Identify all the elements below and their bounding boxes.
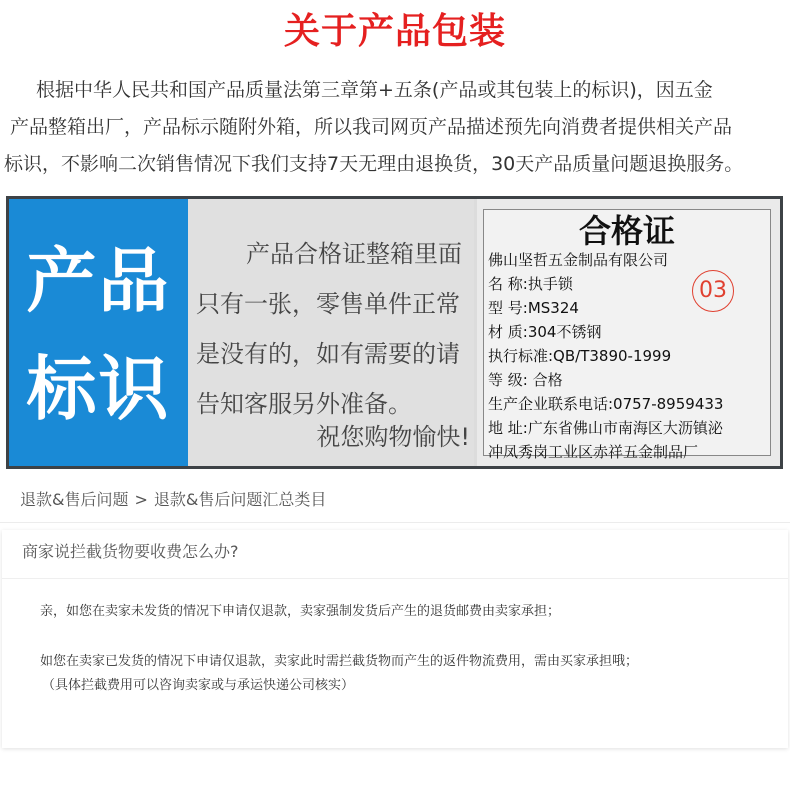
certificate-stamp: 03 [692, 270, 734, 312]
banner-notice-panel [188, 199, 474, 466]
intro-line-3: 标识，不影响二次销售情况下我们支持7天无理由退换货，30天产品质量问题退换服务。 [4, 153, 744, 175]
certificate-line: 型 号:MS324 [488, 299, 579, 317]
product-label-banner [6, 196, 783, 469]
intro-line-1: 根据中华人民共和国产品质量法第三章第+五条(产品或其包装上的标识)，因五金 [36, 79, 713, 101]
closing-text: 祝您购物愉快! [316, 423, 470, 451]
certificate-line: 冲凤秀岗工业区赤祥五金制品厂 [488, 443, 699, 461]
faq-question [2, 530, 788, 579]
faq-answer-line: 如您在卖家已发货的情况下申请仅退款，卖家此时需拦截货物而产生的返件物流费用，需由买家承担哦； [40, 654, 639, 669]
banner-blue-panel [9, 199, 188, 466]
banner-big-text-1: 产品 [26, 240, 171, 322]
certificate-line: 生产企业联系电话:0757-8959433 [488, 395, 724, 413]
notice-text [196, 229, 468, 429]
certificate-panel [477, 199, 780, 466]
certificate-line: 等 级: 合格 [488, 371, 563, 389]
certificate-line: 执行标准:QB/T3890-1999 [488, 347, 672, 365]
banner-big-text-2: 标识 [26, 348, 171, 430]
certificate-line: 佛山坚哲五金制品有限公司 [488, 251, 669, 269]
faq-answer-line: （具体拦截费用可以咨询卖家或与承运快递公司核实） [42, 678, 355, 693]
certificate-details [488, 248, 770, 464]
breadcrumb-item-category[interactable]: 退款&售后问题汇总类目 [153, 490, 327, 509]
notice-line: 产品合格证整箱里面 [246, 240, 462, 268]
certificate-line: 名 称:执手锁 [488, 275, 573, 293]
breadcrumb [0, 478, 790, 523]
breadcrumb-separator-icon: > [134, 490, 148, 509]
page-title: 关于产品包装 [283, 11, 506, 52]
faq-answer [40, 600, 780, 698]
certificate-title: 合格证 [578, 212, 675, 250]
faq-answer-line: 亲，如您在卖家未发货的情况下申请仅退款，卖家强制发货后产生的退货邮费由卖家承担； [40, 604, 561, 619]
certificate-card [483, 209, 771, 461]
certificate-line: 材 质:304不锈钢 [488, 323, 602, 341]
notice-line: 告知客服另外准备。 [196, 390, 412, 418]
faq-question-text: 商家说拦截货物要收费怎么办? [22, 542, 239, 561]
intro-text [4, 72, 786, 183]
notice-line: 只有一张，零售单件正常 [196, 290, 460, 318]
breadcrumb-item-refund[interactable]: 退款&售后问题 [20, 490, 129, 509]
intro-line-2: 产品整箱出厂，产品标示随附外箱，所以我司网页产品描述预先向消费者提供相关产品 [10, 116, 733, 138]
notice-line: 是没有的，如有需要的请 [196, 340, 460, 368]
certificate-line: 地 址:广东省佛山市南海区大沥镇泌 [488, 419, 723, 437]
faq-card [2, 530, 788, 748]
